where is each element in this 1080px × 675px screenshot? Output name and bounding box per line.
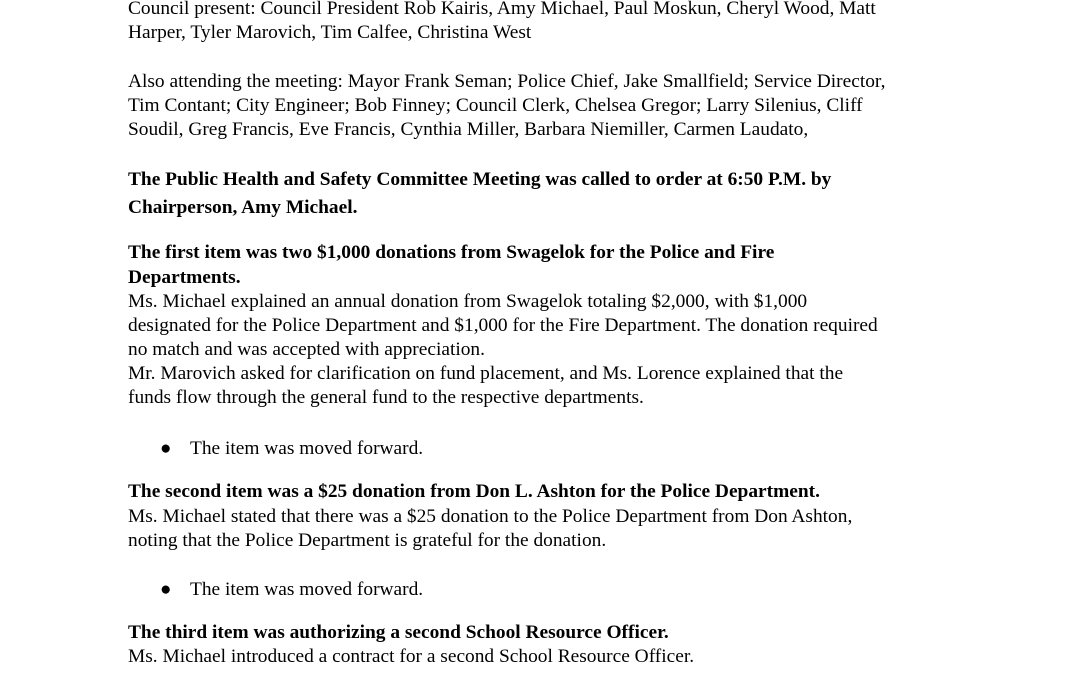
bullet-icon: ●	[160, 438, 172, 459]
bullet-icon: ●	[160, 579, 172, 600]
item-three-body-line-1: Ms. Michael introduced a contract for a second School Resource Officer.	[128, 646, 695, 667]
council-present-line-2: Harper, Tyler Marovich, Tim Calfee, Christina West	[128, 22, 532, 43]
item-one-heading-line-1: The first item was two $1,000 donations from Swagelok for the Police and Fire	[128, 242, 775, 263]
item-two-heading: The second item was a $25 donation from Don L. Ashton for the Police Department.	[128, 481, 820, 502]
call-to-order-line-2: Chairperson, Amy Michael.	[128, 197, 358, 218]
call-to-order-line-1: The Public Health and Safety Committee Meeting was called to order at 6:50 P.M. by	[128, 169, 832, 190]
item-one-body-line-3: no match and was accepted with appreciation.	[128, 339, 485, 360]
item-two-body-line-1: Ms. Michael stated that there was a $25 donation to the Police Department from Don Ashton,	[128, 506, 853, 527]
item-one-body-line-1: Ms. Michael explained an annual donation from Swagelok totaling $2,000, with $1,000	[128, 291, 808, 312]
attendees-line-3: Soudil, Greg Francis, Eve Francis, Cynthia Miller, Barbara Niemiller, Carmen Laudato,	[128, 119, 809, 140]
item-one-body-line-5: funds flow through the general fund to the respective departments.	[128, 387, 644, 408]
item-three-heading: The third item was authorizing a second School Resource Officer.	[128, 622, 669, 643]
item-one-outcome: The item was moved forward.	[190, 438, 424, 459]
item-one-body-line-2: designated for the Police Department and $1,000 for the Fire Department. The donation required	[128, 315, 878, 336]
item-two-outcome: The item was moved forward.	[190, 579, 424, 600]
item-two-body-line-2: noting that the Police Department is grateful for the donation.	[128, 530, 607, 551]
council-present-line-1: Council present: Council President Rob Kairis, Amy Michael, Paul Moskun, Cheryl Wood, Matt	[128, 0, 876, 19]
item-one-body-line-4: Mr. Marovich asked for clarification on fund placement, and Ms. Lorence explained that the	[128, 363, 844, 384]
item-one-heading-line-2: Departments.	[128, 267, 241, 288]
attendees-line-1: Also attending the meeting: Mayor Frank Seman; Police Chief, Jake Smallfield; Service Director,	[128, 71, 886, 92]
attendees-line-2: Tim Contant; City Engineer; Bob Finney; Council Clerk, Chelsea Gregor; Larry Silenius, Cliff	[128, 95, 863, 116]
